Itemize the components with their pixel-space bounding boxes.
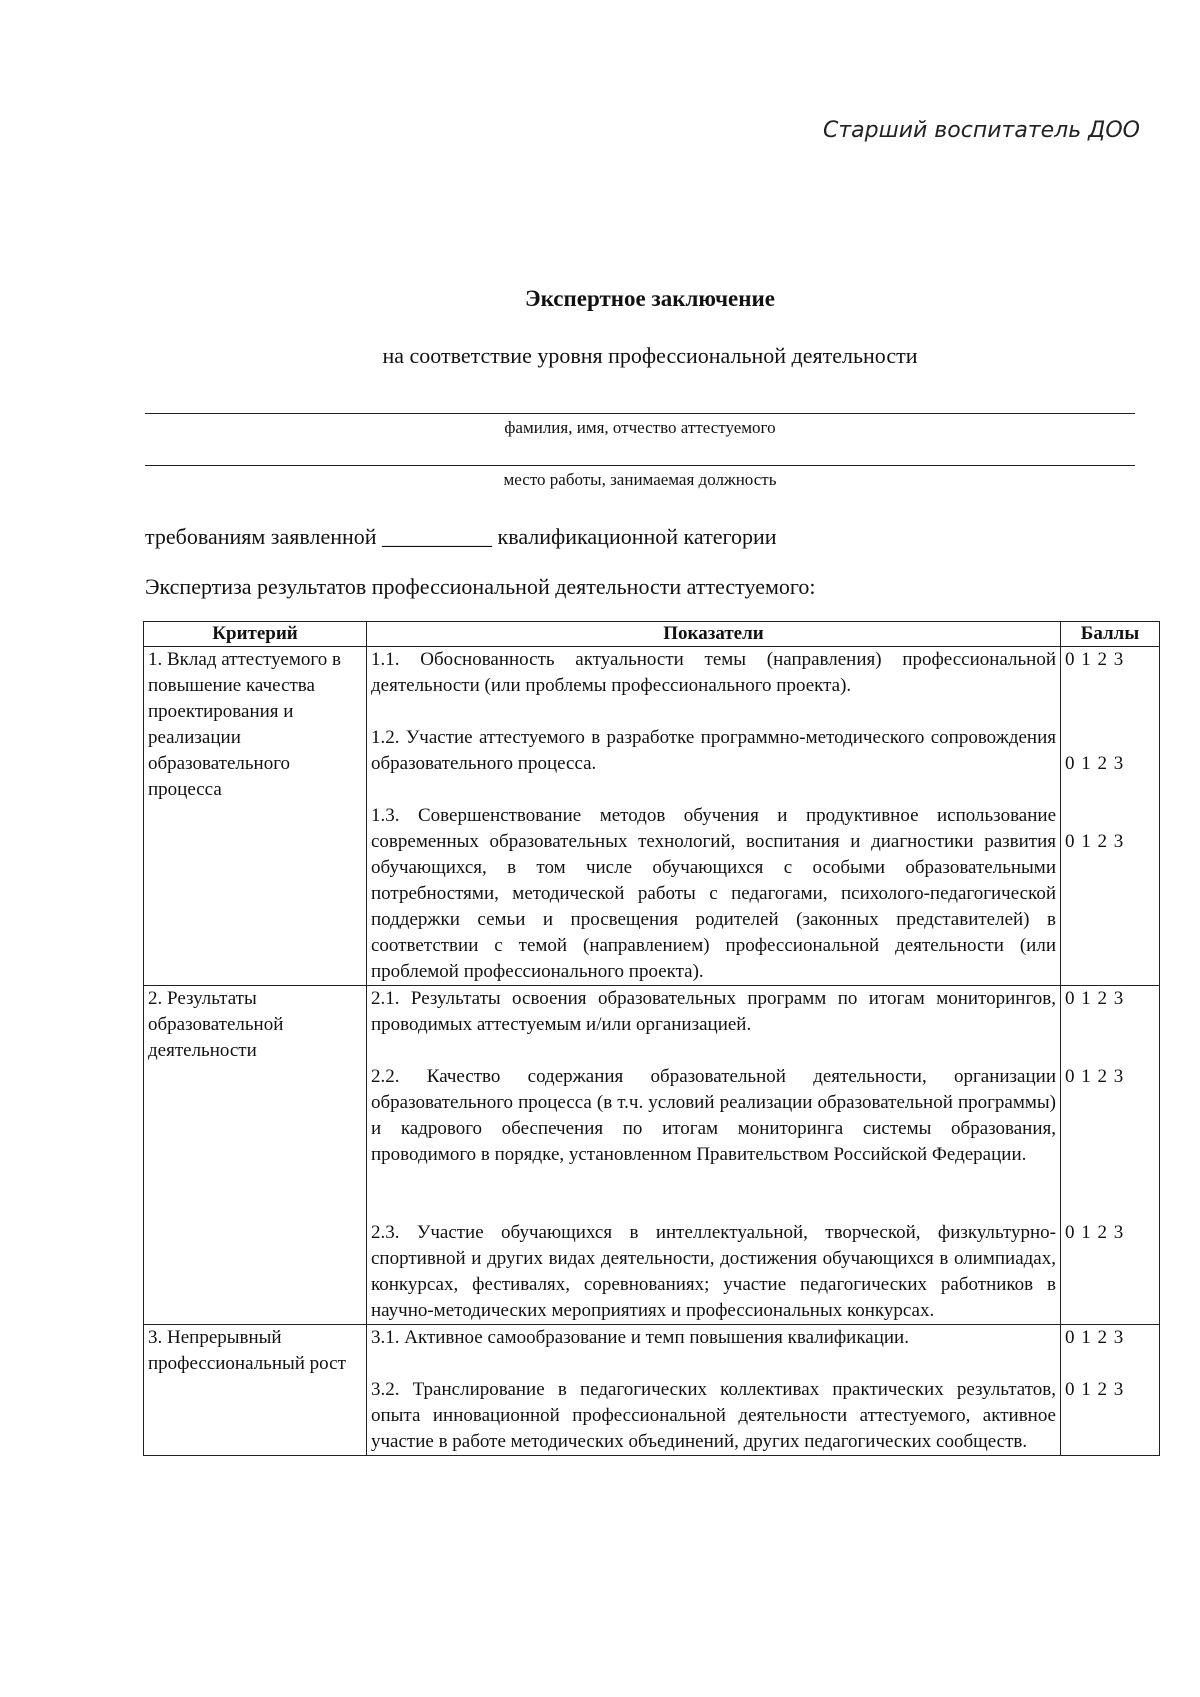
indicator-text: 1.3. Совершенствование методов обучения и продуктивное использование современных образовательных технологий, воспитания и диагностики развития обучающихся, в том числе обучающихся с особыми образовательными потребностями, методической работы с педагогами, психолого-педагогической поддержки семьи и просвещения родителей (законных представителей) в соответствии с темой (направлением) профессиональной деятельности (или проблемой профессионального проекта). xyxy=(371,805,1056,982)
table-row xyxy=(144,647,1160,986)
score-scale: 0 1 2 3 xyxy=(1065,649,1125,670)
indicator-text: 2.3. Участие обучающихся в интеллектуальной, творческой, физкультурно-спортивной и других видах деятельности, достижения обучающихся в олимпиадах, конкурсах, фестивалях, соревнованиях; участие педагогических работников в научно-методических мероприятиях и профессиональных конкурсах. xyxy=(371,1222,1056,1321)
header-criterion: Критерий xyxy=(144,622,367,647)
fio-caption: фамилия, имя, отчество аттестуемого xyxy=(504,418,776,437)
indicators-cell xyxy=(367,986,1061,1325)
fio-blank-line xyxy=(145,413,1135,414)
score-scale: 0 1 2 3 xyxy=(1065,753,1125,774)
indicators-cell xyxy=(367,647,1061,986)
score-cell xyxy=(1061,986,1160,1325)
score-scale: 0 1 2 3 xyxy=(1065,831,1125,852)
indicator-text: 3.2. Транслирование в педагогических коллективах практических результатов, опыта инновационной профессиональной деятельности аттестуемого, активное участие в работе методических объединений, других педагогических сообществ. xyxy=(371,1379,1056,1452)
indicator-text: 1.1. Обоснованность актуальности темы (направления) профессиональной деятельности (или проблемы профессионального проекта). xyxy=(371,649,1056,696)
document-role-header: Старший воспитатель ДОО xyxy=(822,118,1140,143)
indicator-text: 3.1. Активное самообразование и темп повышения квалификации. xyxy=(371,1327,909,1348)
indicator-text: 2.2. Качество содержания образовательной деятельности, организации образовательного процесса (в т.ч. условий реализации образовательной программы) и кадрового обеспечения по итогам мониторинга системы образования, проводимого в порядке, установленном Правительством Российской Федерации. xyxy=(371,1066,1056,1165)
criteria-table xyxy=(143,621,1160,1456)
score-scale: 0 1 2 3 xyxy=(1065,1222,1125,1243)
requirement-line: требованиям заявленной __________ квалификационной категории xyxy=(145,524,777,549)
indicator-text: 1.2. Участие аттестуемого в разработке программно-методического сопровождения образовательного процесса. xyxy=(371,727,1056,774)
score-scale: 0 1 2 3 xyxy=(1065,1327,1125,1348)
table-header-row xyxy=(144,622,1160,647)
indicators-cell xyxy=(367,1325,1061,1456)
score-cell xyxy=(1061,1325,1160,1456)
document-title: Экспертное заключение xyxy=(525,286,775,311)
header-indicators: Показатели xyxy=(367,622,1061,647)
workplace-caption: место работы, занимаемая должность xyxy=(503,470,777,489)
document-subtitle: на соответствие уровня профессиональной деятельности xyxy=(382,343,918,368)
table-row xyxy=(144,986,1160,1325)
expertise-heading: Экспертиза результатов профессиональной деятельности аттестуемого: xyxy=(145,574,816,599)
header-score: Баллы xyxy=(1061,622,1160,647)
score-scale: 0 1 2 3 xyxy=(1065,1066,1125,1087)
score-cell xyxy=(1061,647,1160,986)
score-scale: 0 1 2 3 xyxy=(1065,1379,1125,1400)
workplace-blank-line xyxy=(145,465,1135,466)
criterion-cell: 1. Вклад аттестуемого в повышение качества проектирования и реализации образовательного процесса xyxy=(144,647,367,986)
table-row xyxy=(144,1325,1160,1456)
criterion-cell: 3. Непрерывный профессиональный рост xyxy=(144,1325,367,1456)
score-scale: 0 1 2 3 xyxy=(1065,988,1125,1009)
indicator-text: 2.1. Результаты освоения образовательных программ по итогам мониторингов, проводимых аттестуемым и/или организацией. xyxy=(371,988,1056,1035)
criterion-cell: 2. Результаты образовательной деятельности xyxy=(144,986,367,1325)
